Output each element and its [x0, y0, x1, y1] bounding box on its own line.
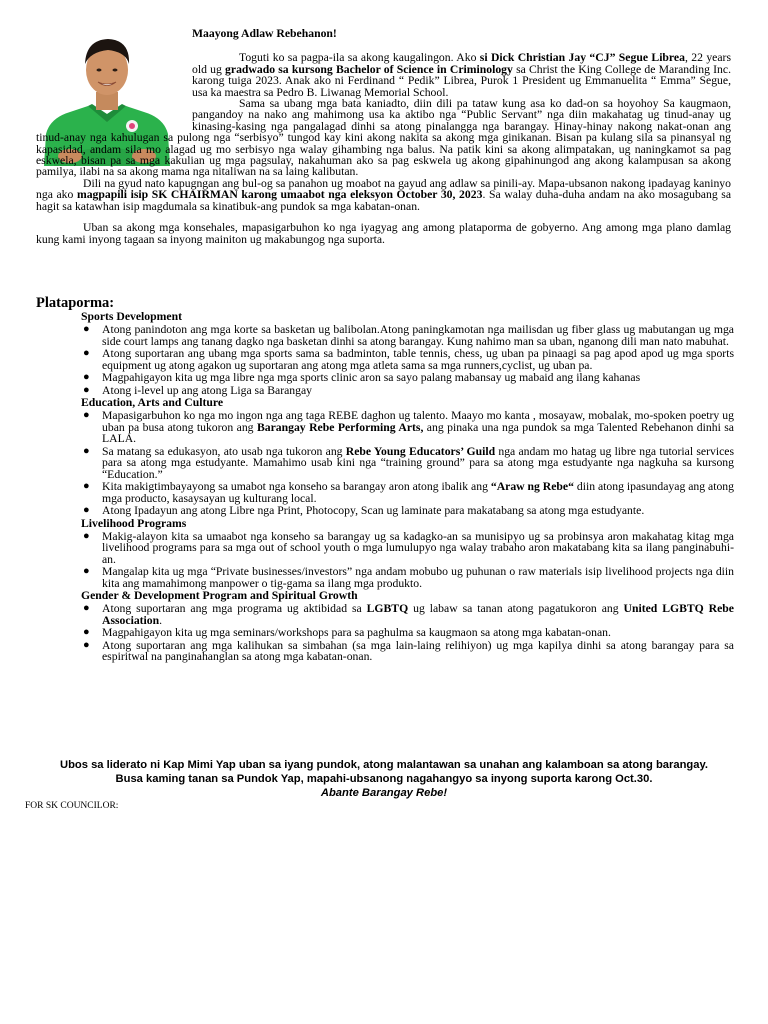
closing-line-2: Busa kaming tanan sa Pundok Yap, mapahi-ubsanong nagahangyo sa inyong suporta karong Oct.30. [115, 773, 653, 785]
platform-item [36, 566, 734, 589]
photo-spacer [36, 28, 192, 128]
text-run: Mangalap kita ug mga “Private businesses/investors” nga andam mobubo ug puhunan o raw materials isip livelihood projects nga diin kita ang mamahimong manpower o tig-gama sa ilang mga produkto. [102, 565, 734, 590]
bold-text: Rebe Young Educators’ Guild [345, 444, 496, 458]
category-list [36, 410, 734, 517]
category-title: Livelihood Programs [81, 516, 187, 530]
text-run: ang pinaka una nga pundok sa mga Talented Rebehanon dinhi sa LALA. [102, 420, 734, 445]
bullet-icon: ● [83, 409, 90, 421]
platform-item [36, 385, 734, 397]
bullet-icon: ● [83, 529, 90, 542]
text-run: Toguti ko sa pagpa-ila sa akong kaugalingon. Ako [239, 51, 480, 65]
bold-text: LGBTQ [366, 602, 409, 615]
platform-item [36, 640, 734, 663]
intro-section [36, 28, 731, 245]
bold-text: Barangay Rebe Performing Arts, [256, 420, 424, 434]
bold-text: “Araw ng Rebe“ [490, 480, 574, 493]
text-run: Dili na gyud nato kapugngan ang bul-og sa panahon ug moabot na gayud ang adlaw sa pinili-ay. Mapa-ubsanon nakong ipadayag kaninyo nga ako [36, 176, 731, 202]
platform-item [36, 505, 734, 517]
bullet-icon: ● [83, 480, 90, 492]
closing-statement [24, 758, 744, 800]
text-run: Atong i-level up ang atong Liga sa Barangay [102, 383, 312, 397]
text-run: Magpahigayon kita ug mga seminars/workshops para sa paghulma sa kaugmaon sa atong mga kabatan-onan. [102, 626, 611, 639]
platform-item [36, 627, 734, 639]
bullet-icon: ● [83, 371, 90, 383]
platform-item [36, 410, 734, 445]
platform-item [36, 603, 734, 626]
category-title: Gender & Development Program and Spiritual Growth [81, 589, 358, 602]
bullet-icon: ● [83, 638, 90, 651]
bullet-icon: ● [83, 626, 90, 638]
platform-item [36, 446, 734, 481]
text-run: Atong suportaran ang ubang mga sports sama sa badminton, table tennis, chess, ug uban pa pinaagi sa pag apod apod ug mga sports equipment ug atong agakon ug suportaran ang atong mga atleta sama sa mga runners,cyclist, ug uban pa. [102, 347, 734, 372]
text-run: Makig-alayon kita sa umaabot nga konseho sa barangay ug sa kadagko-an sa munisipyo ug sa probinsya aron makahatag kitag mga livelihood programs para sa mga out of school youth o mga lumulupyo nga walay trabaho aron makatabang kita sa ilang panginabuhi-an. [102, 529, 734, 566]
sk-councilor-label: FOR SK COUNCILOR: [25, 801, 119, 811]
platform-categories [36, 311, 734, 663]
bullet-icon: ● [83, 602, 90, 614]
platform-heading: Plataporma: [36, 295, 115, 311]
text-run: , 22 years old ug [192, 51, 731, 76]
bullet-icon: ● [83, 347, 90, 359]
text-run: . Sa walay duha-duha andam na ako mosagubang sa hagit sa katawhan isip magdumala sa kinatibuk-ang pundok sa mga kabatan-onan. [36, 188, 732, 213]
greeting: Maayong Adlaw Rebehanon! [192, 27, 337, 40]
closing-line-1: Ubos sa liderato ni Kap Mimi Yap uban sa iyang pundok, atong malantawan sa unahan ang kalamboan sa atong barangay. [60, 759, 708, 771]
text-run: . [159, 613, 163, 627]
platform-item [36, 372, 734, 384]
category-title: Sports Development [81, 310, 182, 323]
text-run: Atong Ipadayun ang atong Libre nga Print, Photocopy, Scan ug laminate para makatabang sa atong mga estudyante. [102, 504, 645, 517]
text-run: Atong suportaran ang mga programa ug aktibidad sa [102, 602, 367, 615]
platform-item [36, 531, 734, 566]
platform-item [36, 481, 734, 504]
bullet-icon: ● [83, 444, 90, 457]
text-run: Kita makigtimbayayong sa umabot nga konseho sa barangay aron atong ibalik ang [102, 480, 491, 493]
category-list [36, 324, 734, 396]
bold-text: United LGBTQ Rebe Association [102, 602, 734, 627]
text-run: nga andam mo hatag ug libre nga tutorial services para sa atong mga estudyante. Mamahimo usab kini nga “training ground” para sa atong mga estudyante nga nagkuha sa kursong “Education.” [102, 444, 734, 481]
text-run: diin atong ipasundayag ang atong mga producto, kasaysayan ug kulturang local. [102, 480, 734, 505]
bullet-icon: ● [83, 323, 90, 335]
slogan: Abante Barangay Rebe! [320, 787, 448, 799]
intro-paragraph-4: Uban sa akong mga konsehales, mapasigarbuhon ko nga iyagyag ang among plataporma de gobyerno. Ang among mga plano damlag kung kami inyong tagaan sa inyong mainiton ug makabungog nga suporta. [36, 221, 731, 246]
category-list [36, 531, 734, 590]
text-run: Atong suportaran ang mga kalihukan sa simbahan (sa mga lain-laing relihiyon) ug mga kapilya dinhi sa atong barangay para sa espiritwal na panginahanglan sa atong mga kabatan-onan. [102, 638, 734, 663]
text-run: sa Christ the King College de Maranding Inc. karong tuiga 2023. Anak ako ni Ferdinand “ Pedik” Librea, Purok 1 President ug Emmanuelita “ Emma” Segue, usa ka maestra sa Pedro B. Liwanag Memorial School. [192, 62, 731, 99]
text-run: Magpahigayon kita ug mga libre nga mga sports clinic aron sa sayo palang mabansay ug mabaid ang ilang kahanas [102, 371, 641, 384]
text-run: Sa matang sa edukasyon, ato usab nga tukoron ang [102, 444, 346, 458]
platform-section [36, 295, 734, 664]
category-list [36, 603, 734, 663]
text-run: ug labaw sa tanan atong pagatukoron ang [408, 602, 624, 615]
text-run: Atong panindoton ang mga korte sa basketan ug balibolan.Atong paningkamotan nga mailisdan ug fiber glass ug mabutangan ug mga side court lamps ang tanang dagko nga basketan dinhi sa atong barangay. Kung nahimo man sa uban, nganong dili man nato mabuhat. [102, 323, 734, 348]
platform-item [36, 348, 734, 371]
category-title: Education, Arts and Culture [81, 396, 224, 409]
bold-text: si Dick Christian Jay “CJ” Segue Librea [479, 51, 685, 65]
bullet-icon: ● [83, 383, 90, 396]
intro-paragraph-2: Sama sa ubang mga bata kaniadto, diin dili pa tataw kung asa ko dad-on sa hoyohoy Sa kaugmaon, pangandoy na nako ang mahimong usa ka aktibo nga “Public Servant” nga diin makahatag ug tinud-anay ug kinasing-kasing nga pangalagad dinhi sa atong pinalangga nga barangay. Hinay-hinay nakong nakat-onan ang tinud-anay nga kahulugan sa pulong nga “serbisyo” tungod kay kini akong nakita sa akong mga ginikanan. Bisan pa kulang sila sa pinansyal ng kapasidad, andam sila mo alagad ug mo serbisyo nga walay gihambing nga balus. Na patik kini sa akong alimpatakan, ug naningkamot sa pag eskwela, bisan pa sa mga kakulian ug mga pagsulay, nakahuman ako sa pag eskwela ug akong gipahinungod ang akong kalampusan sa akong pamilya, ilabi na sa akong mama nga nitaliwan na sa laing kalibutan. [36, 97, 731, 179]
bullet-icon: ● [83, 504, 90, 516]
bullet-icon: ● [83, 565, 90, 577]
platform-item [36, 324, 734, 347]
text-run: Mapasigarbuhon ko nga mo ingon nga ang taga REBE daghon ug talento. Maayo mo kanta , mosayaw, mobalak, mo-spoken poetry ug uban pa busa atong tukoron ang [102, 409, 734, 434]
bold-text: gradwado sa kursong Bachelor of Science in Criminology [225, 62, 513, 76]
bold-text: magpapili isip SK CHAIRMAN karong umaabot nga eleksyon October 30, 2023 [76, 188, 483, 202]
intro-paragraph-3 [36, 178, 731, 212]
